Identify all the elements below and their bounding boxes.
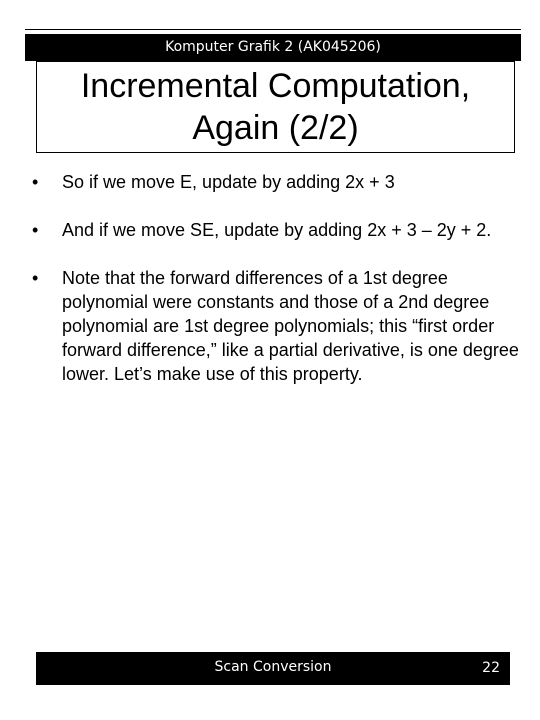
bullet-marker: • xyxy=(32,268,39,288)
bullet-text: Note that the forward differences of a 1st degree polynomial were constants and those of a 2nd degree polynomial are 1st degree polynomials; this “first order forward difference,” like a partial derivative, is one degree lower. Let’s make use of this property. xyxy=(62,268,519,384)
bullet-item xyxy=(32,218,522,242)
bullet-text: So if we move E, update by adding 2x + 3 xyxy=(62,172,395,192)
bullet-item xyxy=(32,170,522,194)
header-divider xyxy=(25,29,521,30)
slide-title-line-1: Incremental Computation, xyxy=(80,67,471,105)
footer-bar xyxy=(36,652,510,685)
course-header: Komputer Grafik 2 (AK045206) xyxy=(25,34,521,61)
bullet-item xyxy=(32,266,522,386)
bullet-marker: • xyxy=(32,172,39,192)
slide-title-line-2: Again (2/2) xyxy=(192,109,359,147)
bullet-text: And if we move SE, update by adding 2x + 3 – 2y + 2. xyxy=(62,220,492,240)
page-number: 22 xyxy=(482,660,500,676)
slide-title xyxy=(36,61,515,153)
bullet-marker: • xyxy=(32,220,39,240)
bullet-list xyxy=(32,170,522,410)
footer-title: Scan Conversion xyxy=(214,659,332,675)
